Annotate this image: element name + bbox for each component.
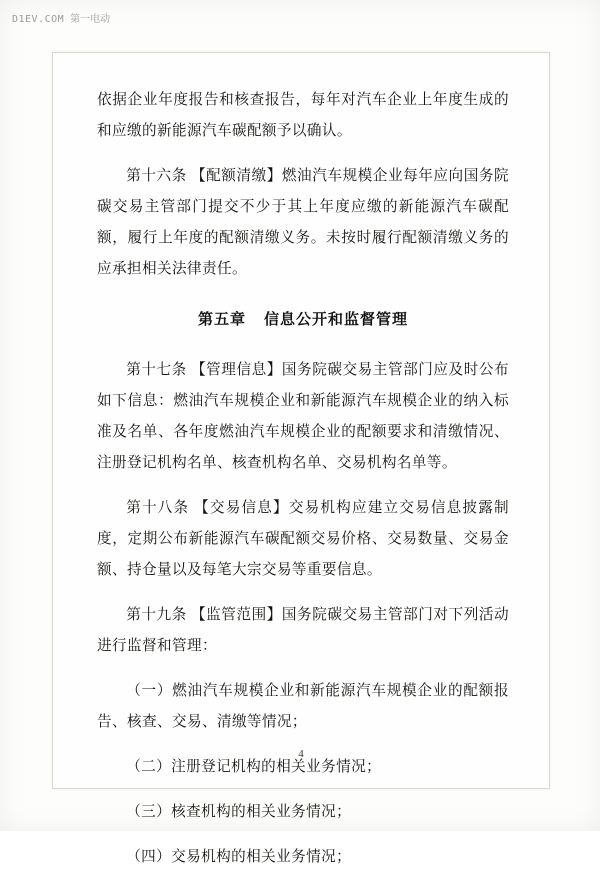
scanned-sheet (52, 52, 550, 865)
paragraph-article-18: 第十八条 【交易信息】交易机构应建立交易信息披露制度，定期公布新能源汽车碳配额交易价格、交易数量、交易金额、持仓量以及每笔大宗交易等重要信息。 (97, 500, 509, 578)
chapter-number: 第五章 (197, 311, 246, 328)
paragraph-article-16: 第十六条 【配额清缴】燃油汽车规模企业每年应向国务院碳交易主管部门提交不少于其上年度应缴的新能源汽车碳配额，履行上年度的配额清缴义务。未按时履行配额清缴义务的应承担相关法律责任。 (97, 168, 509, 277)
paragraph-confirm: 依据企业年度报告和核查报告，每年对汽车企业上年度生成的和应缴的新能源汽车碳配额予以确认。 (97, 92, 509, 139)
chapter-title: 信息公开和监督管理 (264, 311, 409, 328)
paragraph-item-3: （三）核查机构的相关业务情况； (126, 804, 352, 820)
site-watermark (12, 10, 110, 25)
watermark-brand: 第一电动 (70, 14, 111, 25)
watermark-site: D1EV.COM (12, 14, 65, 25)
paragraph-item-1: （一）燃油汽车规模企业和新能源汽车规模企业的配额报告、核查、交易、清缴等情况； (97, 683, 509, 730)
paragraph-item-2: （二）注册登记机构的相关业务情况； (126, 759, 382, 775)
paragraph-article-17: 第十七条 【管理信息】国务院碳交易主管部门应及时公布如下信息：燃油汽车规模企业和新能源汽车规模企业的纳入标准及名单、各年度燃油汽车规模企业的配额要求和清缴情况、注册登记机构名单、核查机构名单、交易机构名单等。 (97, 362, 509, 471)
document-body (97, 85, 509, 887)
chapter-heading (97, 305, 509, 335)
paragraph-item-4: （四）交易机构的相关业务情况； (126, 849, 352, 865)
page-number: 4 (298, 748, 304, 760)
paragraph-article-19: 第十九条 【监管范围】国务院碳交易主管部门对下列活动进行监督和管理： (97, 607, 509, 654)
